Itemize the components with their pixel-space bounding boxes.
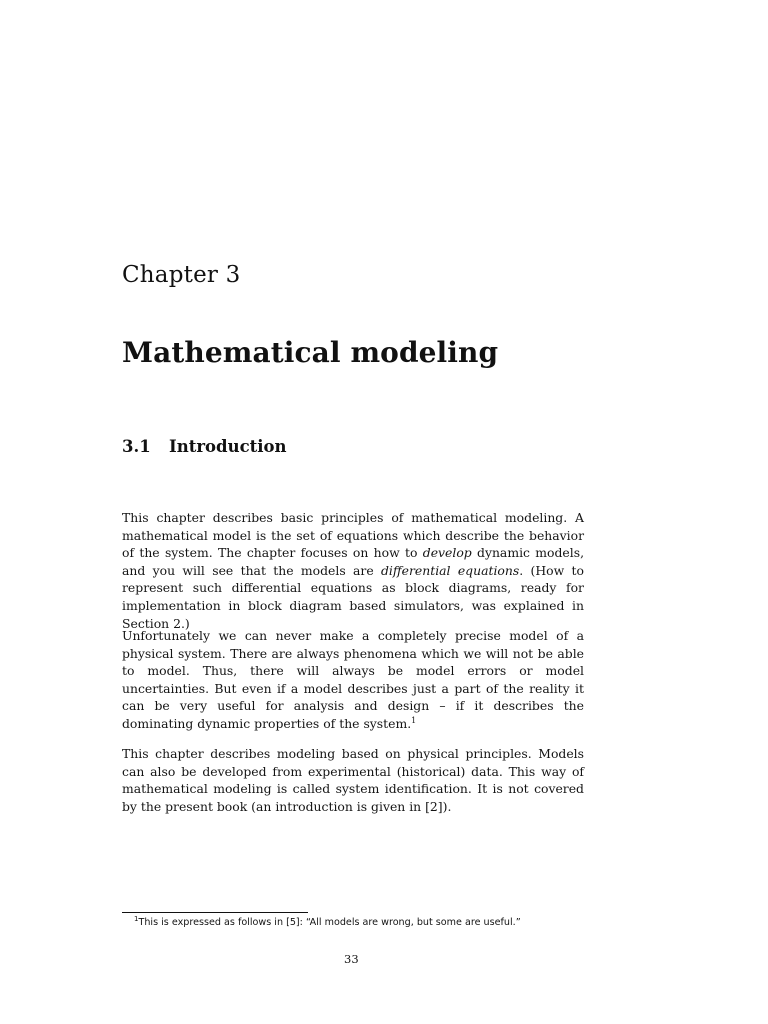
paragraph-1-text-b: dynamic models, and you will see that the models are	[122, 545, 585, 578]
page-number: 33	[344, 952, 359, 966]
section-number: 3.1	[122, 437, 151, 456]
paragraph-2	[122, 627, 584, 733]
footnote	[134, 916, 521, 930]
paragraph-1-emphasis-develop: develop	[422, 545, 472, 561]
paragraph-1-text-c: . (How to represent such differential equations as block diagrams, ready for implementation in block diagram based simulators, was explained in Section 2.)	[122, 562, 584, 631]
paragraph-2-text: Unfortunately we can never make a completely precise model of a physical system. There are always phenomena which we will not be able to model. Thus, there will always be model errors or model uncertainties. But even if a model describes just a part of the reality it can be very useful for analysis and design – if it describes the dominating dynamic properties of the system.	[122, 628, 584, 731]
footnote-reference[interactable]: 1	[411, 715, 417, 725]
chapter-title: Mathematical modeling	[122, 336, 499, 369]
paragraph-1-emphasis-differential-equations: differential equations	[380, 562, 520, 578]
paragraph-1-text-a: This chapter describes basic principles of mathematical modeling. A mathematical model is the set of equations which describe the behavior of the system. The chapter focuses on how to	[122, 510, 584, 561]
section-heading	[122, 437, 287, 456]
paragraph-1	[122, 509, 584, 632]
chapter-label: Chapter 3	[122, 262, 241, 288]
section-title: Introduction	[169, 437, 287, 456]
footnote-text: This is expressed as follows in [5]: “All models are wrong, but some are useful.”	[138, 917, 521, 928]
paragraph-3-text: This chapter describes modeling based on physical principles. Models can also be developed from experimental (historical) data. This way of mathematical modeling is called system identification. It is not covered by the present book (an introduction is given in [2]).	[122, 746, 584, 814]
paragraph-3	[122, 745, 584, 815]
footnote-divider	[122, 912, 308, 913]
footnote-mark: 1	[134, 914, 139, 923]
